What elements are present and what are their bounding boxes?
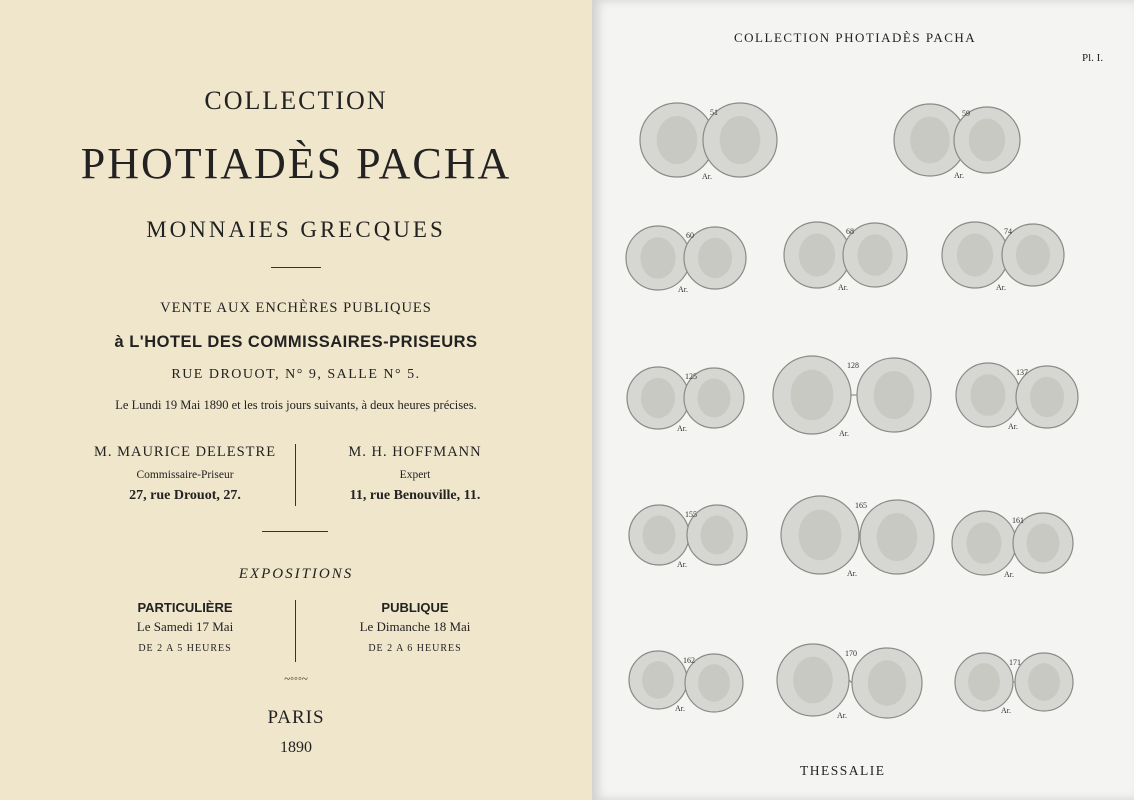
public-exhibition-title: PUBLIQUE — [381, 600, 449, 615]
auctioneer-role: Commissaire-Priseur — [136, 469, 234, 481]
auctioneer-block — [70, 444, 300, 504]
divider-rule-2 — [262, 531, 328, 532]
coin-obverse-relief — [799, 234, 835, 277]
coin-number: 162 — [683, 656, 695, 665]
coin-reverse-relief — [1027, 524, 1060, 563]
coin-number: 74 — [1004, 227, 1012, 236]
coin-obverse-relief — [970, 374, 1005, 416]
coin-pair — [777, 644, 922, 720]
coin-reverse-relief — [874, 371, 915, 419]
coin-metal-label: Ar. — [677, 424, 687, 433]
sale-announcement: VENTE AUX ENCHÈRES PUBLIQUES — [160, 300, 432, 316]
sale-address: RUE DROUOT, N° 9, SALLE N° 5. — [171, 367, 421, 382]
coin-obverse-relief — [641, 378, 675, 418]
coin-metal-label: Ar. — [677, 560, 687, 569]
coin-metal-label: Ar. — [954, 171, 964, 180]
public-exhibition-day: Le Dimanche 18 Mai — [359, 619, 471, 634]
coin-pair — [629, 651, 743, 713]
coin-pair — [784, 222, 907, 292]
coin-metal-label: Ar. — [702, 172, 712, 181]
publication-city: PARIS — [267, 707, 325, 728]
coin-number: 51 — [710, 108, 718, 117]
coin-reverse-relief — [868, 660, 907, 706]
coin-metal-label: Ar. — [1004, 570, 1014, 579]
coin-obverse-relief — [643, 516, 676, 555]
coin-obverse-relief — [791, 370, 834, 421]
coin-metal-label: Ar. — [839, 429, 849, 438]
coin-number: 155 — [685, 510, 697, 519]
private-exhibition — [70, 600, 300, 654]
coin-number: 60 — [686, 231, 694, 240]
coin-pair — [942, 222, 1064, 292]
coin-obverse-relief — [968, 663, 1000, 701]
expert-role: Expert — [399, 469, 431, 481]
coin-number: 161 — [1012, 516, 1024, 525]
ornament-icon: ~◦◦◦~ — [284, 673, 308, 685]
coin-reverse-relief — [969, 119, 1005, 162]
coin-reverse-relief — [698, 379, 731, 418]
sale-venue: à L'HOTEL DES COMMISSAIRES-PRISEURS — [114, 333, 478, 351]
coin-pair — [626, 226, 746, 294]
expert-block — [300, 444, 530, 504]
coin-obverse-relief — [910, 117, 950, 164]
coin-metal-label: Ar. — [678, 285, 688, 294]
coin-pair — [627, 367, 744, 433]
coin-obverse-relief — [957, 234, 993, 277]
coin-number: 68 — [846, 227, 854, 236]
sale-date: Le Lundi 19 Mai 1890 et les trois jours suivants, à deux heures précises. — [115, 398, 477, 412]
coin-plate — [592, 0, 1134, 800]
coin-pair — [781, 496, 934, 578]
coin-number: 165 — [855, 501, 867, 510]
coin-obverse-relief — [793, 657, 833, 704]
coin-reverse-relief — [698, 664, 730, 702]
coin-number: 128 — [847, 361, 859, 370]
coin-number: 137 — [1016, 368, 1028, 377]
collection-subtitle: MONNAIES GRECQUES — [146, 217, 446, 242]
coin-metal-label: Ar. — [1008, 422, 1018, 431]
plate-footer-region: THESSALIE — [800, 763, 886, 778]
coin-metal-label: Ar. — [847, 569, 857, 578]
coin-pair — [629, 505, 747, 569]
private-exhibition-day: Le Samedi 17 Mai — [136, 619, 234, 634]
coin-metal-label: Ar. — [675, 704, 685, 713]
coin-metal-label: Ar. — [838, 283, 848, 292]
plate-number: Pl. I. — [1082, 52, 1104, 64]
coin-reverse-relief — [1028, 663, 1060, 701]
coin-pair — [894, 104, 1020, 180]
private-exhibition-title: PARTICULIÈRE — [137, 600, 233, 615]
coin-number: 171 — [1009, 658, 1021, 667]
coin-pair — [956, 363, 1078, 431]
coin-metal-label: Ar. — [996, 283, 1006, 292]
coin-obverse-relief — [640, 237, 675, 279]
coin-number: 125 — [685, 372, 697, 381]
auctioneer-address: 27, rue Drouot, 27. — [129, 488, 241, 503]
coin-reverse-relief — [698, 238, 732, 278]
coin-reverse-relief — [1016, 235, 1050, 275]
collection-title: PHOTIADÈS PACHA — [80, 139, 512, 188]
coin-pair — [952, 511, 1073, 579]
coin-obverse-relief — [966, 522, 1001, 564]
coin-reverse-relief — [1030, 377, 1064, 417]
coin-reverse-relief — [701, 516, 734, 555]
expert-address: 11, rue Benouville, 11. — [349, 488, 481, 503]
coin-pair — [773, 356, 931, 438]
coin-obverse-relief — [657, 116, 698, 164]
expositions-heading: EXPOSITIONS — [238, 566, 354, 582]
column-separator-2 — [295, 600, 296, 662]
coin-reverse-relief — [720, 116, 761, 164]
coin-reverse-relief — [857, 234, 892, 276]
coin-obverse-relief — [799, 510, 842, 561]
public-exhibition-hours: DE 2 A 6 HEURES — [368, 643, 462, 654]
private-exhibition-hours: DE 2 A 5 HEURES — [138, 643, 232, 654]
divider-rule — [271, 267, 321, 268]
coin-pair — [640, 103, 777, 181]
collection-heading: COLLECTION — [204, 86, 388, 115]
expert-name: M. H. HOFFMANN — [348, 444, 482, 460]
coin-number: 59 — [962, 109, 970, 118]
auctioneer-name: M. MAURICE DELESTRE — [93, 444, 277, 460]
public-exhibition — [300, 600, 530, 654]
publication-year: 1890 — [280, 739, 312, 756]
coin-number: 170 — [845, 649, 857, 658]
coin-pair — [955, 653, 1073, 715]
column-separator — [295, 444, 296, 506]
coin-reverse-relief — [877, 513, 918, 561]
plate-header: COLLECTION PHOTIADÈS PACHA — [734, 30, 977, 45]
coin-obverse-relief — [642, 661, 674, 699]
coin-metal-label: Ar. — [1001, 706, 1011, 715]
coin-metal-label: Ar. — [837, 711, 847, 720]
